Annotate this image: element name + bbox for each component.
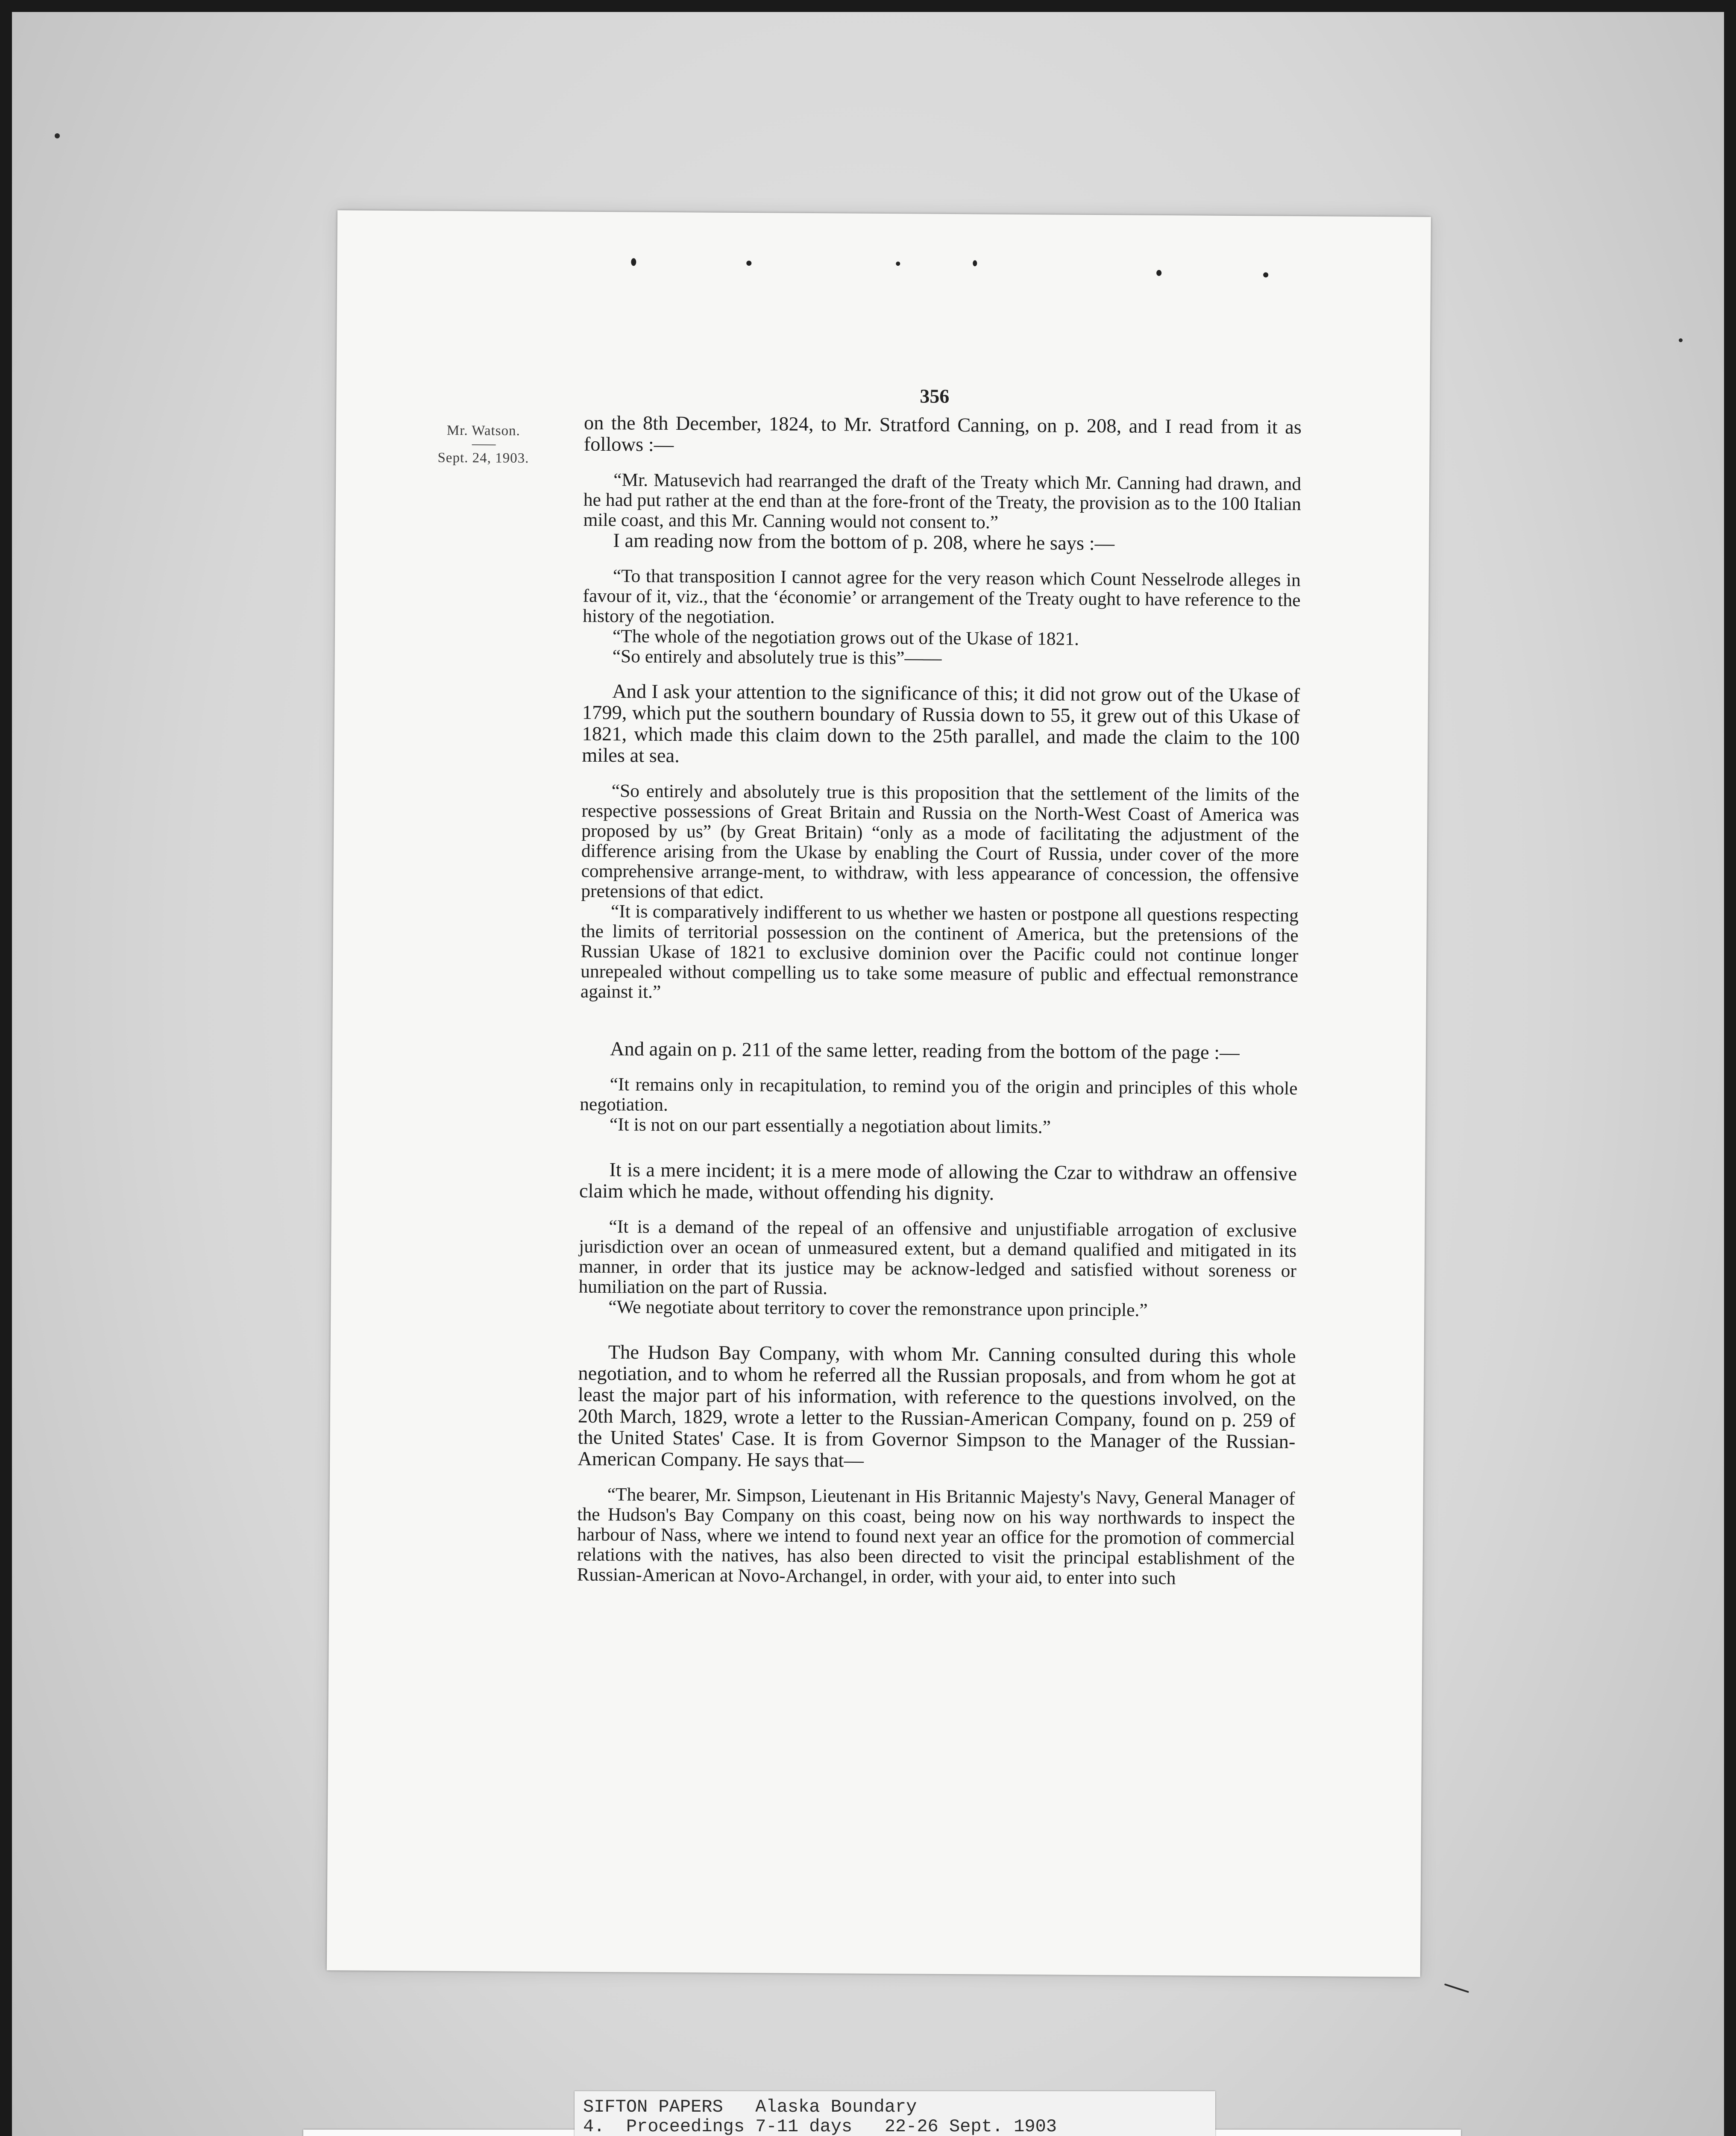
quote-paragraph: “The whole of the negotiation grows out of the Ukase of 1821. xyxy=(612,626,1079,649)
binding-mark xyxy=(973,260,977,266)
quote-paragraph: “The bearer, Mr. Simpson, Lieutenant in His Britannic Majesty's Navy, General Manager of the Hudson's Bay Company on this coast, being now on his way northwards to inspect the harbour of Nass, where we intend to found next year an office for the promotion of commercial relations with the natives, has also been directed to visit the principal establishment of the Russian-American at Novo-Archangel, in order, with your aid, to enter into such xyxy=(577,1484,1295,1589)
binding-mark xyxy=(1156,270,1161,276)
body-text xyxy=(577,413,1302,1589)
margin-speaker: Mr. Watson. xyxy=(446,423,520,439)
dust-speck xyxy=(55,133,60,138)
reference-slip xyxy=(575,2091,1215,2136)
slip-line-proceedings: 4. Proceedings 7-11 days 22-26 Sept. 1903 xyxy=(583,2116,1057,2136)
quote-paragraph: “To that transposition I cannot agree for the very reason which Count Nesselrode alleges in favour of it, viz., that the ‘économie’ or arrangement of the Treaty ought to have reference to the history of the negotiation. xyxy=(583,566,1301,628)
dust-speck xyxy=(1679,338,1683,342)
quote-paragraph: “It is not on our part essentially a negotiation about limits.” xyxy=(609,1114,1051,1138)
quote-paragraph: “So entirely and absolutely true is this”—— xyxy=(612,646,942,669)
document-page xyxy=(327,210,1431,1977)
binding-mark xyxy=(1263,272,1268,277)
binding-mark xyxy=(631,258,636,266)
quote-paragraph: “So entirely and absolutely true is this proposition that the settlement of the limits of the respective possessions of Great Britain and Russia on the North-West Coast of America was proposed by us” (by Great Britain) “only as a mode of facilitating the adjustment of the difference arising from the Ukase by enabling the Court of Russia, under cover of the more comprehensive arrange-ment, to withdraw, with less appearance of concession, the offensive pretensions of that edict. xyxy=(581,780,1299,903)
quote-paragraph: “It is comparatively indifferent to us whether we hasten or postpone all questions respecting the limits of territorial possession on the continent of America, but the pretensions of the Russian Ukase of 1821 to exclusive dominion over the Pacific could not continue longer unrepealed without compelling us to take some measure of public and effectual remonstrance against it.” xyxy=(580,901,1299,1002)
binding-mark xyxy=(746,261,751,266)
paragraph: It is a mere incident; it is a mere mode of allowing the Czar to withdraw an offensive claim which he made, without offending his dignity. xyxy=(579,1159,1297,1205)
paragraph: And again on p. 211 of the same letter, reading from the bottom of the page :— xyxy=(610,1038,1240,1064)
quote-paragraph: “It remains only in recapitulation, to remind you of the origin and principles of this whole negotiation. xyxy=(580,1074,1298,1115)
margin-rule xyxy=(472,444,496,445)
margin-date: Sept. 24, 1903. xyxy=(437,450,529,466)
paragraph: The Hudson Bay Company, with whom Mr. Canning consulted during this whole negotiation, and to whom he referred all the Russian proposals, and from whom he got at least the major part of his information, with reference to the questions involved, on the 20th March, 1829, wrote a letter to the Russian-American Company, found on p. 259 of the United States' Case. It is from Governor Simpson to the Manager of the Russian-American Company. He says that— xyxy=(578,1341,1296,1472)
quote-paragraph: “We negotiate about territory to cover the remonstrance upon principle.” xyxy=(608,1297,1148,1320)
paragraph: on the 8th December, 1824, to Mr. Stratford Canning, on p. 208, and I read from it as follows :— xyxy=(584,412,1302,456)
binding-mark xyxy=(896,261,900,266)
quote-paragraph: “Mr. Matusevich had rearranged the draft of the Treaty which Mr. Canning had drawn, and he had put rather at the end than at the fore-front of the Treaty, the provision as to the 100 Italian mile coast, and this Mr. Canning would not consent to.” xyxy=(583,469,1302,533)
page-number: 356 xyxy=(920,385,950,407)
slip-line-collection: SIFTON PAPERS Alaska Boundary xyxy=(583,2097,917,2117)
paragraph: I am reading now from the bottom of p. 208, where he says :— xyxy=(613,530,1115,555)
quote-paragraph: “It is a demand of the repeal of an offensive and unjustifiable arrogation of exclusive jurisdiction over an ocean of unmeasured extent, but a demand qualified and mitigated in its manner, in order that its justice may be acknow-ledged and satisfied without soreness or humiliation on the part of Russia. xyxy=(578,1216,1297,1299)
dust-speck xyxy=(1444,1983,1469,1993)
paragraph: And I ask your attention to the significance of this; it did not grow out of the Ukase of 1799, which put the southern boundary of Russia down to 55, it grew out of this Ukase of 1821, which made this claim down to the 25th parallel, and made the claim to the 100 miles at sea. xyxy=(582,681,1300,767)
